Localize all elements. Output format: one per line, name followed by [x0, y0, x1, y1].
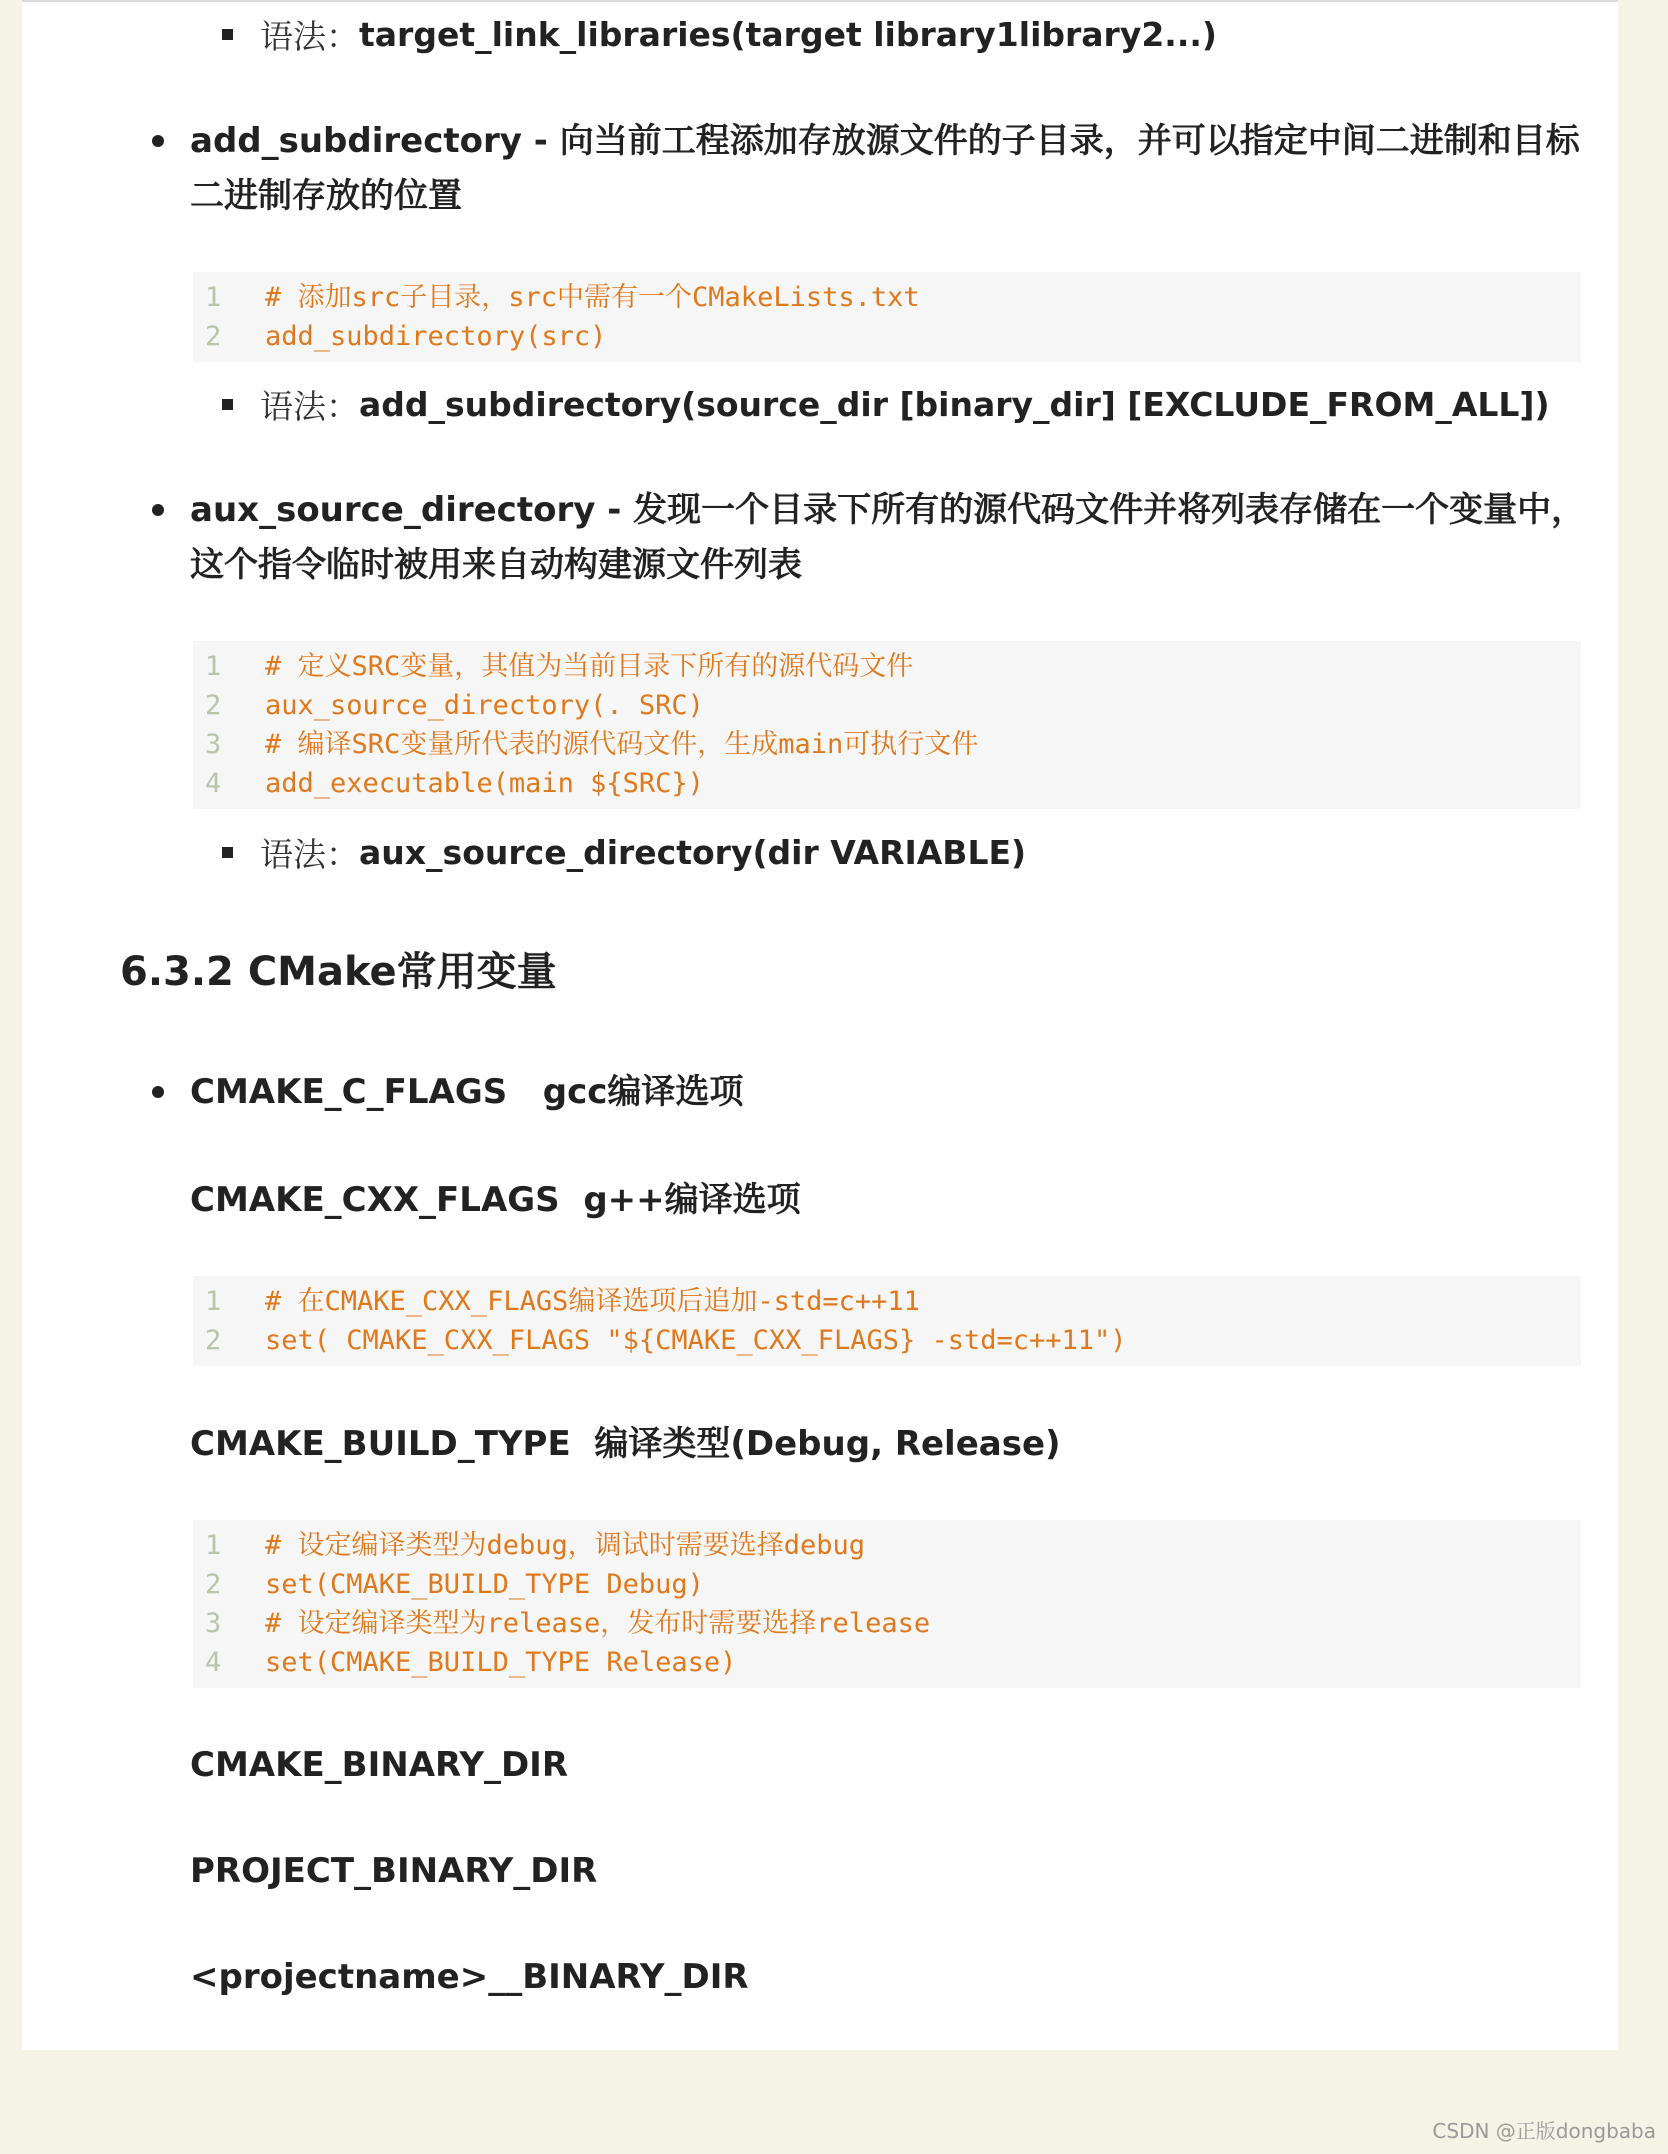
code-line	[193, 764, 1581, 803]
code-line	[193, 1321, 1581, 1360]
line-number: 4	[205, 1647, 222, 1678]
code-block-cxx-flags	[193, 1276, 1581, 1366]
line-number: 3	[205, 1608, 222, 1639]
watermark: CSDN @正版dongbaba	[1432, 2119, 1656, 2143]
code-line	[193, 1282, 1581, 1321]
syntax-value: target_link_libraries(target library1library2...)	[359, 14, 1217, 54]
line-number: 1	[205, 1530, 222, 1561]
line-number: 2	[205, 1325, 222, 1356]
var-build-type: CMAKE_BUILD_TYPE 编译类型(Debug, Release)	[190, 1424, 1061, 1464]
code-line	[193, 317, 1581, 356]
square-bullet-icon	[222, 29, 233, 40]
list-item-text	[190, 114, 1590, 224]
line-number: 1	[205, 1286, 222, 1317]
code-line	[193, 647, 1581, 686]
syntax-value: aux_source_directory(dir VARIABLE)	[359, 832, 1027, 872]
section-heading: 6.3.2 CMake常用变量	[120, 949, 557, 995]
list-item-text	[190, 483, 1590, 593]
code-block-add-subdirectory	[193, 272, 1581, 362]
var-c-flags: CMAKE_C_FLAGS gcc编译选项	[190, 1072, 744, 1112]
code-line	[193, 1643, 1581, 1682]
command-name: aux_source_directory	[190, 490, 596, 530]
command-name: add_subdirectory	[190, 121, 522, 161]
bullet-dot-icon	[152, 135, 164, 147]
command-description: - 发现一个目录下所有的源代码文件并将列表存储在一个变量中，这个指令临时被用来自动构建源文件列表	[190, 490, 1586, 585]
code-text: # 设定编译类型为release，发布时需要选择release	[265, 1608, 931, 1639]
var-projectname-binary-dir: <projectname>__BINARY_DIR	[190, 1957, 749, 1997]
code-text: set(CMAKE_BUILD_TYPE Release)	[265, 1647, 737, 1678]
code-text: # 在CMAKE_CXX_FLAGS编译选项后追加-std=c++11	[265, 1286, 920, 1317]
line-number: 1	[205, 651, 222, 682]
line-number: 2	[205, 1569, 222, 1600]
line-number: 1	[205, 282, 222, 313]
code-text: # 添加src子目录，src中需有一个CMakeLists.txt	[265, 282, 920, 313]
code-text: # 定义SRC变量，其值为当前目录下所有的源代码文件	[265, 651, 914, 682]
line-number: 2	[205, 690, 222, 721]
code-line	[193, 1565, 1581, 1604]
code-text: aux_source_directory(. SRC)	[265, 690, 704, 721]
code-block-build-type	[193, 1520, 1581, 1688]
code-line	[193, 1526, 1581, 1565]
command-description: - 向当前工程添加存放源文件的子目录，并可以指定中间二进制和目标二进制存放的位置	[190, 121, 1580, 216]
bullet-dot-icon	[152, 1086, 164, 1098]
var-project-binary-dir: PROJECT_BINARY_DIR	[190, 1851, 598, 1891]
code-line	[193, 686, 1581, 725]
line-number: 4	[205, 768, 222, 799]
code-text: # 编译SRC变量所代表的源代码文件，生成main可执行文件	[265, 729, 979, 760]
code-text: set( CMAKE_CXX_FLAGS "${CMAKE_CXX_FLAGS} -std=c++11")	[265, 1325, 1127, 1356]
code-text: set(CMAKE_BUILD_TYPE Debug)	[265, 1569, 704, 1600]
line-number: 2	[205, 321, 222, 352]
var-cmake-binary-dir: CMAKE_BINARY_DIR	[190, 1745, 569, 1785]
syntax-value: add_subdirectory(source_dir [binary_dir] [EXCLUDE_FROM_ALL])	[359, 384, 1550, 424]
var-cxx-flags: CMAKE_CXX_FLAGS g++编译选项	[190, 1180, 801, 1220]
code-text: add_executable(main ${SRC})	[265, 768, 704, 799]
code-block-aux-source-directory	[193, 641, 1581, 809]
syntax-label: 语法：	[260, 834, 359, 874]
code-line	[193, 1604, 1581, 1643]
square-bullet-icon	[222, 847, 233, 858]
syntax-target-link-libraries	[222, 4, 1217, 64]
syntax-add-subdirectory	[222, 374, 1550, 434]
square-bullet-icon	[222, 399, 233, 410]
bullet-dot-icon	[152, 504, 164, 516]
syntax-aux-source-directory	[222, 822, 1026, 882]
line-number: 3	[205, 729, 222, 760]
syntax-label: 语法：	[260, 386, 359, 426]
top-divider	[22, 0, 1618, 2]
code-text: # 设定编译类型为debug，调试时需要选择debug	[265, 1530, 866, 1561]
code-line	[193, 725, 1581, 764]
code-line	[193, 278, 1581, 317]
syntax-label: 语法：	[260, 16, 359, 56]
code-text: add_subdirectory(src)	[265, 321, 607, 352]
